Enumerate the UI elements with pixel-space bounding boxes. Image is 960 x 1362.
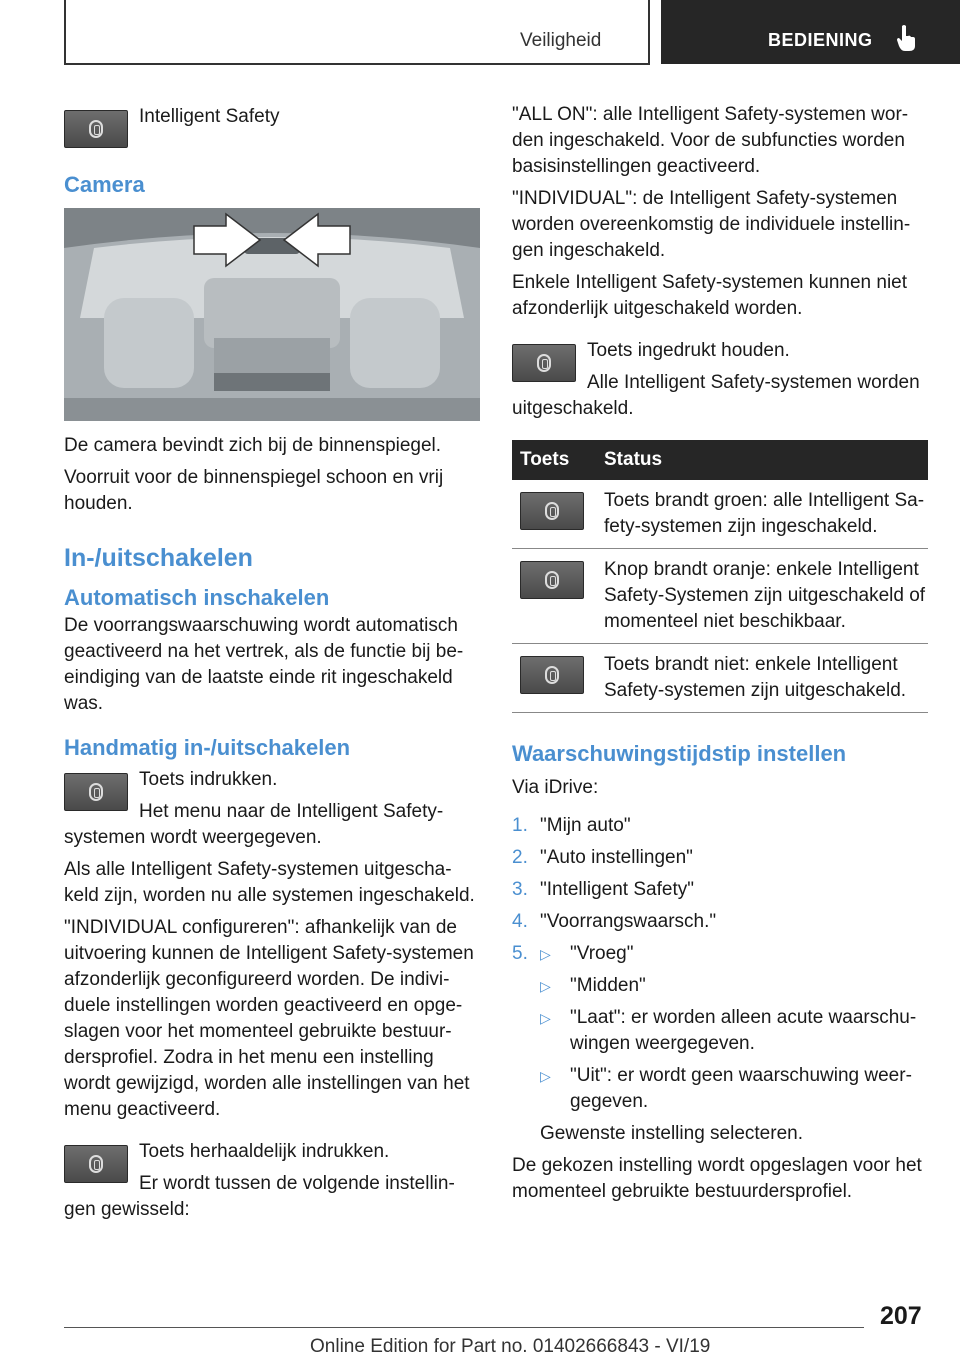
final-paragraph: De gekozen instelling wordt opgeslagen voor het momenteel gebruikte bestuurdersprofiel. xyxy=(512,1155,922,1202)
shield-car-icon xyxy=(89,1155,103,1173)
step-number: 1. xyxy=(512,815,528,836)
manual-paragraph-1: Als alle Intelligent Safety-systemen uitgescha-keld zijn, worden nu alle systemen ingeschakeld. xyxy=(64,859,475,906)
btn2-line2: Het menu naar de Intelligent Safety-systemen wordt weergegeven. xyxy=(64,801,444,848)
button-green-image xyxy=(520,492,584,530)
inuit-heading: In-/uitschakelen xyxy=(64,544,253,572)
shield-car-icon xyxy=(545,502,559,520)
shield-car-icon xyxy=(89,120,103,138)
camera-paragraph-2: Voorruit voor de binnenspiegel schoon en vrij houden. xyxy=(64,467,444,514)
shield-car-icon xyxy=(89,783,103,801)
step-number: 4. xyxy=(512,911,528,932)
sub-item xyxy=(540,941,930,967)
btn1-label: Intelligent Safety xyxy=(139,106,280,127)
table-row xyxy=(512,549,928,644)
btn4-line2: Alle Intelligent Safety-systemen worden uitgeschakeld. xyxy=(512,372,920,419)
header-divider xyxy=(648,0,650,64)
step-number: 2. xyxy=(512,847,528,868)
btn2-line1: Toets indrukken. xyxy=(139,769,278,790)
btn3-line2: Er wordt tussen de volgende instellin-gen gewisseld: xyxy=(64,1173,455,1220)
table-header-status: Status xyxy=(596,440,928,480)
sub-text: "Midden" xyxy=(570,975,646,996)
btn4-line1: Toets ingedrukt houden. xyxy=(587,340,790,361)
repeat-press-button-image xyxy=(64,1145,128,1183)
triangle-bullet-icon: ▷ xyxy=(540,1010,551,1026)
button-off-image xyxy=(520,656,584,694)
triangle-bullet-icon: ▷ xyxy=(540,946,551,962)
manual-heading: Handmatig in-/uitschakelen xyxy=(64,735,351,760)
list-item xyxy=(512,813,930,839)
hold-button-image xyxy=(512,344,576,382)
intelligent-safety-button-block xyxy=(64,102,482,160)
triangle-bullet-icon: ▷ xyxy=(540,1068,551,1084)
status-table xyxy=(512,440,928,713)
header-chapter-label: BEDIENING xyxy=(768,30,873,50)
via-idrive: Via iDrive: xyxy=(512,777,599,798)
header-section-title: Veiligheid xyxy=(520,30,602,51)
step-text: "Mijn auto" xyxy=(540,815,631,836)
right-column xyxy=(512,102,930,1211)
table-row xyxy=(512,644,928,713)
step-number: 3. xyxy=(512,879,528,900)
button-orange-image xyxy=(520,561,584,599)
header-border-bottom xyxy=(64,63,650,65)
step-text: "Intelligent Safety" xyxy=(540,879,694,900)
shield-car-icon xyxy=(545,571,559,589)
hand-pointer-icon xyxy=(895,24,917,52)
page-number: 207 xyxy=(880,1302,922,1330)
auto-paragraph: De voorrangswaarschuwing wordt automatisch geactiveerd na het vertrek, als de functie bij be-eindiging van de laatste einde rit ingeschakeld was. xyxy=(64,615,464,714)
press-button-image xyxy=(64,773,128,811)
list-item xyxy=(512,877,930,903)
all-on-paragraph: "ALL ON": alle Intelligent Safety-systemen wor-den ingeschakeld. Voor de subfuncties worden basisinstellingen geactiveerd. xyxy=(512,104,909,177)
header-chapter-tab[interactable] xyxy=(661,0,960,64)
list-item xyxy=(512,845,930,871)
car-interior-illustration xyxy=(64,208,480,421)
step-text: "Voorrangswaarsch." xyxy=(540,911,717,932)
list-item xyxy=(512,909,930,935)
table-row xyxy=(512,480,928,549)
btn3-line1: Toets herhaaldelijk indrukken. xyxy=(139,1141,390,1162)
sub-item xyxy=(540,1063,930,1115)
warning-time-heading: Waarschuwingstijdstip instellen xyxy=(512,741,847,766)
triangle-bullet-icon: ▷ xyxy=(540,978,551,994)
hold-button-block xyxy=(512,338,930,422)
list-item xyxy=(512,941,930,1147)
camera-photo xyxy=(64,208,480,421)
footer-divider xyxy=(64,1327,864,1328)
sub-text: "Vroeg" xyxy=(570,943,634,964)
manual-paragraph-2: "INDIVIDUAL configureren": afhankelijk van de uitvoering kunnen de Intelligent Safety-systemen afzonderlijk geconfigureerd worden. De indivi-duele instellingen worden geactiveerd en opge-slagen voor het momenteel gebruikte bestuur-dersprofiel. Zodra in het menu een instelling wordt gewijzigd, worden alle instellingen van het menu geactiveerd. xyxy=(64,917,474,1120)
left-column xyxy=(64,102,482,1229)
press-button-block xyxy=(64,767,482,851)
status-cell: Toets brandt groen: alle Intelligent Sa-fety-systemen zijn ingeschakeld. xyxy=(596,480,928,549)
status-cell: Toets brandt niet: enkele Intelligent Safety-systemen zijn uitgeschakeld. xyxy=(596,644,928,713)
sub-text: "Uit": er wordt geen waarschuwing weer-gegeven. xyxy=(570,1065,912,1112)
header-border-left xyxy=(64,0,66,64)
status-cell: Knop brandt oranje: enkele Intelligent Safety-Systemen zijn uitgeschakeld of momenteel niet beschikbaar. xyxy=(596,549,928,644)
shield-car-icon xyxy=(537,354,551,372)
step-number: 5. xyxy=(512,943,528,964)
sub-text: "Laat": er worden alleen acute waarschu-wingen weergegeven. xyxy=(570,1007,917,1054)
shield-car-icon xyxy=(545,666,559,684)
table-header-toets: Toets xyxy=(512,440,596,480)
edition-text: Online Edition for Part no. 01402666843 - VI/19 xyxy=(310,1336,711,1357)
steps-list xyxy=(512,813,930,1147)
sub-item xyxy=(540,1005,930,1057)
step-text: "Auto instellingen" xyxy=(540,847,693,868)
repeat-press-button-block xyxy=(64,1139,482,1223)
intelligent-safety-button-image xyxy=(64,110,128,148)
individual-paragraph: "INDIVIDUAL": de Intelligent Safety-systemen worden overeenkomstig de individuele instellin-gen ingeschakeld. xyxy=(512,188,911,261)
auto-heading: Automatisch inschakelen xyxy=(64,585,330,610)
some-systems-paragraph: Enkele Intelligent Safety-systemen kunnen niet afzonderlijk uitgeschakeld worden. xyxy=(512,272,908,319)
sub-item xyxy=(540,973,930,999)
camera-heading: Camera xyxy=(64,172,145,197)
camera-paragraph-1: De camera bevindt zich bij de binnenspiegel. xyxy=(64,435,442,456)
select-instruction: Gewenste instelling selecteren. xyxy=(540,1123,803,1144)
